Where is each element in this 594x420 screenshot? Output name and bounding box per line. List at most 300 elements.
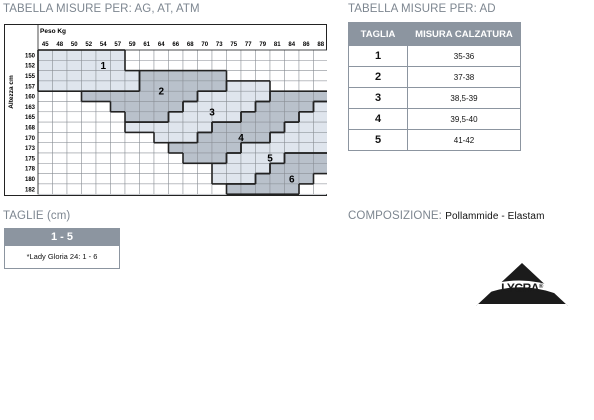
size-cell-4 [256,122,271,132]
size-cell-4 [212,143,227,153]
weight-tick: 86 [302,42,310,48]
empty-cell [314,184,328,194]
empty-cell [285,71,300,81]
empty-cell [96,143,111,153]
size-cell-1 [38,50,53,60]
empty-cell [227,71,242,81]
weight-tick: 48 [56,42,64,48]
empty-cell [82,112,97,122]
height-tick: 180 [24,176,35,183]
empty-cell [125,184,140,194]
size-cell-3 [227,81,242,91]
empty-cell [53,163,68,173]
size-cell-3 [212,91,227,101]
empty-cell [67,91,82,101]
empty-cell [314,60,328,70]
empty-cell [198,163,213,173]
size-cell-6 [256,174,271,184]
sizes-cm-box [4,228,120,269]
empty-cell [183,163,198,173]
size-cell-1 [111,60,126,70]
empty-cell [140,163,155,173]
height-tick: 173 [24,146,35,153]
size-cell-5 [241,163,256,173]
height-tick: 175 [24,156,35,163]
size-cell-1 [82,50,97,60]
size-cell-5 [227,174,242,184]
weight-tick: 50 [70,42,78,48]
empty-cell [140,60,155,70]
size-cell-2 [140,71,155,81]
size-cell-4 [270,102,285,112]
size-cell-4 [183,143,198,153]
size-cell-5 [314,143,328,153]
empty-cell [270,71,285,81]
empty-cell [111,122,126,132]
size-cell-5 [314,102,328,112]
empty-cell [125,132,140,142]
size-cell-1 [67,50,82,60]
empty-cell [53,122,68,132]
empty-cell [299,184,314,194]
height-tick: 155 [24,73,35,80]
size-cell-4 [227,143,242,153]
empty-cell [38,184,53,194]
size-cell-1 [53,60,68,70]
size-cell-4 [256,132,271,142]
size-cell-5 [241,153,256,163]
size-cell-1 [82,81,97,91]
size-cell-3 [241,81,256,91]
size-cell-1 [111,81,126,91]
size-cell-1 [53,71,68,81]
measure-cell: 37-38 [408,67,521,88]
empty-cell [67,112,82,122]
empty-cell [53,184,68,194]
size-cell-1 [111,71,126,81]
size-cell-5 [299,132,314,142]
empty-cell [198,50,213,60]
size-cell-4 [198,132,213,142]
empty-cell [154,184,169,194]
size-cell-3 [227,102,242,112]
table-row [349,67,521,88]
sizes-cm-title: TAGLIE (cm) [3,210,71,222]
empty-cell [169,163,184,173]
empty-cell [67,153,82,163]
size-number-label: 4 [238,133,244,145]
empty-cell [140,143,155,153]
weight-tick: 52 [85,42,93,48]
size-cell-3 [183,102,198,112]
height-tick: 160 [24,94,35,101]
weight-tick: 57 [114,42,122,48]
empty-cell [256,60,271,70]
size-chart-grid [4,24,327,196]
empty-cell [67,122,82,132]
size-cell-5 [299,122,314,132]
size-cell-5 [241,174,256,184]
size-cell-4 [212,132,227,142]
size-cell-1 [111,50,126,60]
size-cell-1 [82,71,97,81]
composition [348,210,545,222]
size-cell-6 [285,153,300,163]
size-cell-1 [96,81,111,91]
empty-cell [154,153,169,163]
size-cell-5 [285,122,300,132]
size-cell-3 [154,132,169,142]
size-cell-4 [285,112,300,122]
size-cell-4 [169,143,184,153]
height-axis-label: Altezza cm [8,75,15,109]
empty-cell [140,153,155,163]
size-cell-6 [270,174,285,184]
height-tick: 170 [24,135,35,142]
empty-cell [67,143,82,153]
size-cell-2 [154,71,169,81]
empty-cell [169,50,184,60]
size-cell-5 [227,163,242,173]
size-cell-4 [256,112,271,122]
empty-cell [183,184,198,194]
size-cell-2 [140,91,155,101]
size-cell-2 [111,91,126,101]
empty-cell [212,60,227,70]
empty-cell [154,60,169,70]
size-cell-3 [256,81,271,91]
table-row [349,109,521,130]
size-cell-2 [169,71,184,81]
empty-cell [314,71,328,81]
empty-cell [125,174,140,184]
size-cell-1 [38,60,53,70]
size-cell-1 [53,50,68,60]
size-cell-1 [38,81,53,91]
empty-cell [82,132,97,142]
size-cell: 3 [349,88,408,109]
size-cell-4 [285,102,300,112]
height-tick: 150 [24,53,35,60]
empty-cell [212,184,227,194]
size-number-label: 3 [209,107,215,119]
empty-cell [111,163,126,173]
empty-cell [67,163,82,173]
height-tick: 152 [24,63,35,70]
composition-label: COMPOSIZIONE: [348,210,442,222]
size-cell-2 [140,102,155,112]
size-cell-1 [96,71,111,81]
empty-cell [154,174,169,184]
weight-tick: 88 [317,42,325,48]
size-cell-3 [227,112,242,122]
empty-cell [314,50,328,60]
sizes-range: 1 - 5 [5,229,119,246]
size-cell-3 [183,112,198,122]
size-cell-1 [67,71,82,81]
size-cell-1 [96,50,111,60]
size-cell-4 [270,112,285,122]
empty-cell [299,60,314,70]
weight-tick: 45 [41,42,49,48]
empty-cell [82,102,97,112]
size-cell-5 [314,122,328,132]
empty-cell [82,163,97,173]
empty-cell [183,174,198,184]
height-tick: 157 [24,84,35,91]
size-number-label: 5 [267,153,273,165]
size-cell-1 [67,81,82,91]
size-cell-5 [212,163,227,173]
measure-cell: 38,5-39 [408,88,521,109]
empty-cell [212,50,227,60]
empty-cell [53,143,68,153]
size-cell: 4 [349,109,408,130]
weight-tick: 61 [143,42,151,48]
lycra-logo-icon [474,262,570,310]
empty-cell [154,50,169,60]
empty-cell [38,163,53,173]
size-cell-6 [285,163,300,173]
weight-tick: 54 [99,42,107,48]
empty-cell [96,112,111,122]
size-cell-3 [140,122,155,132]
size-number-label: 2 [158,86,165,98]
empty-cell [38,102,53,112]
empty-cell [140,174,155,184]
size-cell-4 [227,122,242,132]
size-cell-1 [67,60,82,70]
size-cell-3 [198,122,213,132]
empty-cell [111,174,126,184]
size-cell-5 [314,112,328,122]
empty-cell [169,153,184,163]
size-cell-2 [154,102,169,112]
empty-cell [299,71,314,81]
size-cell-5 [285,132,300,142]
empty-cell [285,50,300,60]
table-row [349,46,521,67]
weight-tick: 73 [215,42,223,48]
empty-cell [299,50,314,60]
size-cell-3 [198,91,213,101]
size-cell-6 [241,184,256,194]
size-cell-2 [125,91,140,101]
size-cell-2 [96,91,111,101]
sizes-note: *Lady Gloria 24: 1 - 6 [26,252,98,261]
empty-cell [314,81,328,91]
empty-cell [241,50,256,60]
empty-cell [198,184,213,194]
size-cell-5 [256,143,271,153]
empty-cell [82,122,97,132]
measure-cell: 35-36 [408,46,521,67]
foot-size-table [348,22,521,151]
empty-cell [125,50,140,60]
size-cell-6 [227,184,242,194]
size-cell-4 [212,122,227,132]
size-cell: 2 [349,67,408,88]
table-row [349,88,521,109]
size-cell-2 [212,71,227,81]
empty-cell [125,163,140,173]
size-chart-title: TABELLA MISURE PER: AG, AT, ATM [3,3,200,15]
empty-cell [53,91,68,101]
size-cell-4 [256,102,271,112]
empty-cell [169,174,184,184]
size-cell-3 [154,122,169,132]
col-header-measure: MISURA CALZATURA [408,23,521,46]
size-cell-3 [169,122,184,132]
empty-cell [256,50,271,60]
empty-cell [198,174,213,184]
empty-cell [241,71,256,81]
height-tick: 168 [24,125,35,132]
weight-tick: 59 [128,42,136,48]
height-tick: 165 [24,115,35,122]
weight-tick: 75 [230,42,238,48]
empty-cell [285,60,300,70]
empty-cell [53,153,68,163]
size-cell-4 [198,143,213,153]
weight-tick: 79 [259,42,267,48]
measure-cell: 41-42 [408,130,521,151]
size-cell-6 [285,184,300,194]
empty-cell [82,184,97,194]
empty-cell [96,163,111,173]
height-tick: 178 [24,166,35,173]
empty-cell [38,174,53,184]
size-cell-6 [299,174,314,184]
empty-cell [270,50,285,60]
weight-tick: 64 [157,42,165,48]
size-cell-4 [285,91,300,101]
empty-cell [169,184,184,194]
size-cell-1 [38,71,53,81]
size-cell-2 [169,81,184,91]
size-cell-3 [241,102,256,112]
empty-cell [67,102,82,112]
size-cell-3 [256,91,271,101]
empty-cell [53,174,68,184]
weight-tick: 81 [273,42,281,48]
size-cell-3 [125,122,140,132]
weight-tick: 77 [244,42,252,48]
empty-cell [82,153,97,163]
size-cell-3 [241,91,256,101]
empty-cell [198,60,213,70]
size-cell-6 [256,184,271,194]
empty-cell [154,143,169,153]
size-cell-2 [111,102,126,112]
size-cell-4 [270,122,285,132]
size-cell-6 [299,153,314,163]
size-cell-4 [299,91,314,101]
empty-cell [111,143,126,153]
empty-cell [67,132,82,142]
size-cell-1 [53,81,68,91]
empty-cell [169,60,184,70]
empty-cell [82,174,97,184]
size-number-label: 1 [100,60,107,72]
size-cell-4 [270,91,285,101]
size-cell-1 [82,60,97,70]
empty-cell [125,153,140,163]
size-cell-5 [314,132,328,142]
empty-cell [241,60,256,70]
empty-cell [38,112,53,122]
height-tick: 163 [24,104,35,111]
size-cell-5 [285,143,300,153]
size-cell-2 [169,102,184,112]
weight-axis-label: Peso Kg [40,28,67,35]
empty-cell [38,153,53,163]
empty-cell [96,102,111,112]
size-cell-4 [241,112,256,122]
size-cell: 5 [349,130,408,151]
empty-cell [53,132,68,142]
empty-cell [140,184,155,194]
empty-cell [154,163,169,173]
size-cell-2 [125,102,140,112]
size-cell-4 [314,91,328,101]
empty-cell [38,143,53,153]
weight-tick: 66 [172,42,180,48]
size-cell-6 [299,163,314,173]
empty-cell [183,60,198,70]
empty-cell [140,132,155,142]
empty-cell [53,102,68,112]
size-cell-4 [212,153,227,163]
size-cell-1 [125,71,140,81]
empty-cell [96,153,111,163]
composition-value: Pollammide - Elastam [445,211,545,222]
size-number-label: 6 [288,174,295,186]
size-cell-2 [198,81,213,91]
size-cell-4 [241,122,256,132]
size-cell-3 [169,112,184,122]
size-cell-2 [212,81,227,91]
height-tick: 182 [24,187,35,194]
empty-cell [38,122,53,132]
empty-cell [111,184,126,194]
empty-cell [125,143,140,153]
size-cell-2 [183,91,198,101]
size-cell-3 [227,91,242,101]
empty-cell [227,60,242,70]
foot-chart-title: TABELLA MISURE PER: AD [348,3,496,15]
size-cell-3 [183,132,198,142]
empty-cell [96,184,111,194]
empty-cell [270,81,285,91]
empty-cell [125,60,140,70]
measure-cell: 39,5-40 [408,109,521,130]
size-cell-4 [183,153,198,163]
size-cell-2 [82,91,97,101]
empty-cell [183,50,198,60]
size-cell-5 [270,132,285,142]
empty-cell [256,71,271,81]
size-cell-6 [314,163,328,173]
size-cell-5 [270,143,285,153]
col-header-size: TAGLIA [349,23,408,46]
size-cell-5 [227,153,242,163]
size-cell-5 [212,174,227,184]
table-row [349,130,521,151]
size-cell-2 [140,81,155,91]
empty-cell [111,132,126,142]
size-cell-5 [299,112,314,122]
